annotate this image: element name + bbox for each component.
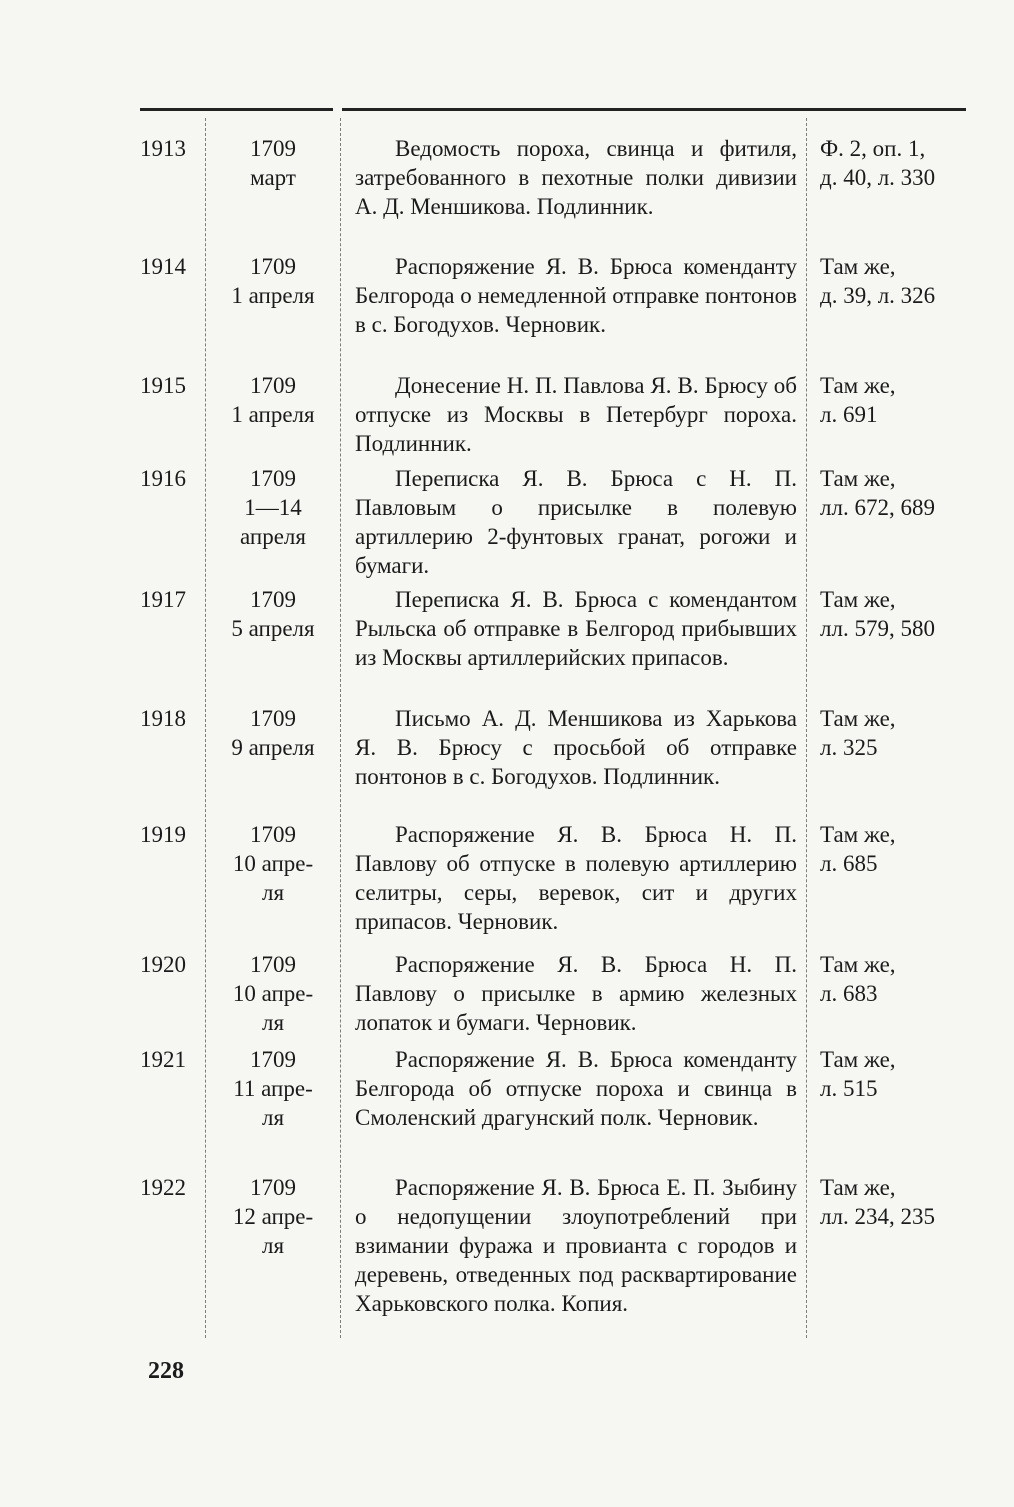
doc-source — [820, 950, 970, 1008]
doc-number: 1922 — [140, 1175, 186, 1200]
doc-date-line: 1709 — [250, 587, 296, 612]
doc-date-line: 1—14 — [244, 495, 302, 520]
doc-date-line: март — [250, 165, 296, 190]
doc-source-line: л. 685 — [820, 851, 878, 876]
doc-source — [820, 820, 970, 878]
doc-date-line: 1709 — [250, 1047, 296, 1072]
doc-date — [208, 252, 338, 310]
column-divider-3 — [806, 118, 808, 1338]
doc-source-line: Там же, — [820, 587, 896, 612]
doc-date — [208, 704, 338, 762]
doc-description: Переписка Я. В. Брюса с комендантом Рыльска об отправке в Белгород прибывших из Москвы артиллерийских припасов. — [355, 587, 797, 670]
doc-number: 1916 — [140, 466, 186, 491]
doc-source-line: д. 40, л. 330 — [820, 165, 936, 190]
doc-description: Переписка Я. В. Брюса с Н. П. Павловым о присылке в полевую артиллерию 2-фунтовых гранат, рогожи и бумаги. — [355, 466, 797, 578]
doc-source-line: Там же, — [820, 466, 896, 491]
doc-date — [208, 464, 338, 551]
doc-source-line: Там же, — [820, 373, 896, 398]
doc-source-line: лл. 234, 235 — [820, 1204, 935, 1229]
doc-date-line: 1709 — [250, 822, 296, 847]
doc-source — [820, 371, 970, 429]
doc-date-line: ля — [261, 1010, 285, 1035]
doc-description: Распоряжение Я. В. Брюса Е. П. Зыбину о недопущении злоупотреблений при взимании фуража и провианта с городов и деревень, отведенных под расквартирование Харьковского полка. Копия. — [355, 1175, 797, 1316]
doc-source-line: лл. 579, 580 — [820, 616, 935, 641]
doc-source — [820, 1045, 970, 1103]
doc-description: Распоряжение Я. В. Брюса коменданту Белгорода об отпуске пороха и свинца в Смоленский драгунский полк. Черновик. — [355, 1047, 797, 1130]
doc-number: 1915 — [140, 373, 186, 398]
header-rule-right — [342, 108, 966, 111]
column-divider-1 — [205, 118, 207, 1338]
doc-source-line: Там же, — [820, 254, 896, 279]
doc-date — [208, 371, 338, 429]
doc-source-line: Там же, — [820, 822, 896, 847]
doc-source-line: Там же, — [820, 1175, 896, 1200]
doc-date-line: 9 апреля — [231, 735, 315, 760]
header-rule-left — [140, 108, 333, 111]
doc-date-line: 1709 — [250, 952, 296, 977]
doc-number: 1914 — [140, 254, 186, 279]
doc-number: 1919 — [140, 822, 186, 847]
doc-description: Распоряжение Я. В. Брюса Н. П. Павлову о присылке в армию железных лопаток и бумаги. Черновик. — [355, 952, 797, 1035]
doc-number: 1921 — [140, 1047, 186, 1072]
doc-source — [820, 704, 970, 762]
doc-date-line: 1 апреля — [231, 283, 315, 308]
doc-source — [820, 134, 970, 192]
doc-date-line: 1709 — [250, 466, 296, 491]
doc-number: 1913 — [140, 136, 186, 161]
doc-date-line: 1 апреля — [231, 402, 315, 427]
doc-date — [208, 1173, 338, 1260]
doc-source — [820, 585, 970, 643]
doc-date-line: ля — [261, 1105, 285, 1130]
doc-date — [208, 585, 338, 643]
doc-date-line: ля — [261, 880, 285, 905]
doc-date-line: 5 апреля — [231, 616, 315, 641]
column-divider-2 — [340, 118, 342, 1338]
doc-source-line: Там же, — [820, 1047, 896, 1072]
doc-source-line: л. 515 — [820, 1076, 878, 1101]
doc-date-line: 10 апре- — [232, 851, 314, 876]
doc-date-line: 1709 — [250, 254, 296, 279]
doc-source-line: Там же, — [820, 706, 896, 731]
doc-date — [208, 820, 338, 907]
doc-description: Распоряжение Я. В. Брюса коменданту Белгорода о немедленной отправке понтонов в с. Богодухов. Черновик. — [355, 254, 797, 337]
doc-date-line: ля — [261, 1233, 285, 1258]
doc-date-line: апреля — [240, 524, 306, 549]
doc-source — [820, 464, 970, 522]
doc-number: 1920 — [140, 952, 186, 977]
doc-date-line: 1709 — [250, 706, 296, 731]
doc-description: Распоряжение Я. В. Брюса Н. П. Павлову об отпуске в полевую артиллерию селитры, серы, веревок, сит и других припасов. Черновик. — [355, 822, 797, 934]
doc-date — [208, 134, 338, 192]
doc-number: 1917 — [140, 587, 186, 612]
doc-source-line: Ф. 2, оп. 1, — [820, 136, 926, 161]
doc-date-line: 11 апре- — [233, 1076, 313, 1101]
doc-source-line: Там же, — [820, 952, 896, 977]
doc-date-line: 1709 — [250, 1175, 296, 1200]
doc-number: 1918 — [140, 706, 186, 731]
doc-source — [820, 1173, 970, 1231]
doc-date-line: 1709 — [250, 136, 296, 161]
doc-source-line: д. 39, л. 326 — [820, 283, 936, 308]
doc-source — [820, 252, 970, 310]
doc-description: Письмо А. Д. Меншикова из Харькова Я. В. Брюсу с просьбой об отправке понтонов в с. Богодухов. Подлинник. — [355, 706, 797, 789]
doc-source-line: л. 325 — [820, 735, 878, 760]
doc-date-line: 12 апре- — [232, 1204, 314, 1229]
doc-date — [208, 950, 338, 1037]
page-number: 228 — [148, 1358, 184, 1384]
doc-date-line: 10 апре- — [232, 981, 314, 1006]
doc-description: Донесение Н. П. Павлова Я. В. Брюсу об отпуске из Москвы в Петербург пороха. Подлинник. — [355, 373, 797, 456]
doc-source-line: лл. 672, 689 — [820, 495, 935, 520]
doc-date — [208, 1045, 338, 1132]
doc-date-line: 1709 — [250, 373, 296, 398]
doc-source-line: л. 683 — [820, 981, 878, 1006]
doc-source-line: л. 691 — [820, 402, 878, 427]
doc-description: Ведомость пороха, свинца и фитиля, затребованного в пехотные полки дивизии А. Д. Меншикова. Подлинник. — [355, 136, 797, 219]
